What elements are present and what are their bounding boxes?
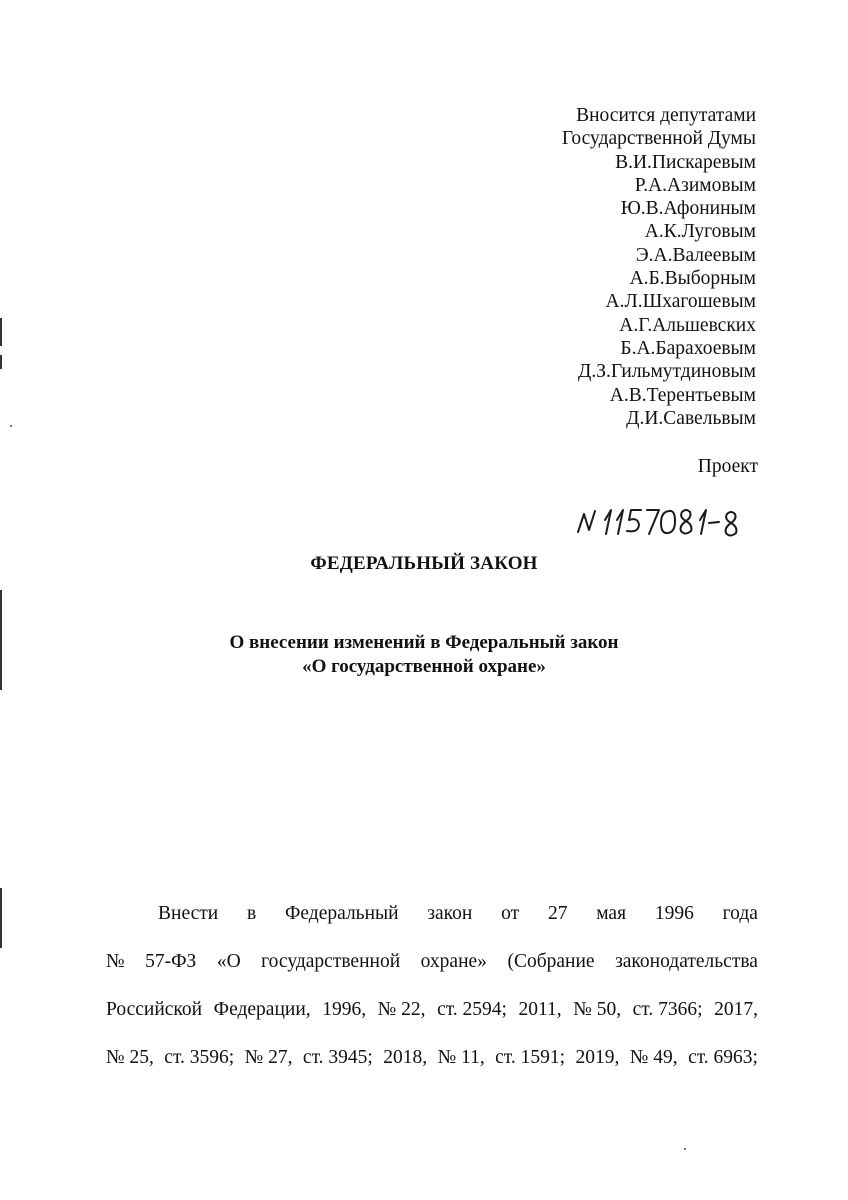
body-word: Федеральный bbox=[284, 903, 399, 924]
body-word: № 49, bbox=[629, 1047, 678, 1068]
body-word: 1996, bbox=[322, 999, 367, 1020]
sponsor-line: Д.З.Гильмутдиновым bbox=[578, 361, 756, 383]
body-word: ст. 7366; bbox=[632, 999, 703, 1020]
body-word: ст. 3596; bbox=[164, 1047, 235, 1068]
body-word: 2011, bbox=[518, 999, 562, 1020]
sponsor-line: В.И.Пискаревым bbox=[615, 151, 756, 173]
body-word: № 22, bbox=[377, 999, 426, 1020]
body-word: 1996 bbox=[654, 903, 694, 924]
sponsor-line: А.Л.Шхагошевым bbox=[605, 291, 756, 313]
body-word: мая bbox=[596, 903, 627, 924]
sponsor-line: А.К.Луговым bbox=[644, 221, 756, 243]
body-word: 2017, bbox=[714, 999, 758, 1020]
sponsor-line: А.Б.Выборным bbox=[629, 268, 756, 290]
body-word: № 27, bbox=[244, 1047, 293, 1068]
law-subtitle-line: О внесении изменений в Федеральный закон bbox=[229, 632, 619, 653]
body-word: (Собрание bbox=[507, 951, 595, 972]
scan-edge-mark bbox=[0, 355, 2, 369]
body-text bbox=[106, 890, 758, 1082]
body-word: в bbox=[246, 903, 257, 924]
scan-speck bbox=[10, 425, 12, 427]
body-word: 2019, bbox=[575, 1047, 620, 1068]
law-title: ФЕДЕРАЛЬНЫЙ ЗАКОН bbox=[310, 553, 538, 574]
body-word: 27 bbox=[547, 903, 568, 924]
body-word: 2018, bbox=[383, 1047, 428, 1068]
sponsor-line: Э.А.Валеевым bbox=[635, 244, 756, 266]
body-line bbox=[106, 890, 758, 938]
scan-edge-mark bbox=[0, 888, 2, 948]
sponsor-line: Р.А.Азимовым bbox=[634, 174, 756, 196]
sponsor-line: А.Г.Альшевских bbox=[619, 314, 756, 336]
body-word: «О bbox=[216, 951, 241, 972]
body-word: № bbox=[106, 951, 125, 972]
body-word: закон bbox=[427, 903, 473, 924]
body-word: 57-ФЗ bbox=[145, 951, 197, 972]
body-line bbox=[106, 986, 758, 1034]
body-word: охране» bbox=[420, 951, 487, 972]
registration-number-handwriting bbox=[575, 498, 755, 544]
sponsor-line: Ю.В.Афониным bbox=[620, 198, 756, 220]
body-word: Внести bbox=[158, 903, 219, 924]
body-word: Федерации, bbox=[213, 999, 311, 1020]
body-line bbox=[106, 938, 758, 986]
body-word: ст. 2594; bbox=[437, 999, 507, 1020]
body-word: года bbox=[722, 903, 758, 924]
law-subtitle-line: «О государственной охране» bbox=[302, 656, 546, 677]
scan-speck bbox=[684, 1148, 686, 1150]
body-word: № 25, bbox=[106, 1047, 154, 1068]
body-word: № 11, bbox=[437, 1047, 485, 1068]
sponsor-line: А.В.Терентьевым bbox=[609, 384, 756, 406]
body-line bbox=[106, 1034, 758, 1082]
body-word: государственной bbox=[261, 951, 401, 972]
sponsor-line: Д.И.Савельвым bbox=[626, 407, 756, 429]
sponsor-line: Б.А.Барахоевым bbox=[620, 337, 756, 359]
body-word: Российской bbox=[106, 999, 203, 1020]
draft-label: Проект bbox=[697, 456, 758, 477]
scan-edge-mark bbox=[0, 318, 2, 346]
law-subtitle bbox=[0, 631, 848, 679]
body-word: от bbox=[501, 903, 520, 924]
body-word: № 50, bbox=[573, 999, 622, 1020]
sponsor-line: Государственной Думы bbox=[561, 128, 756, 150]
body-word: ст. 6963; bbox=[688, 1047, 758, 1068]
sponsors-block bbox=[562, 104, 756, 430]
body-word: ст. 1591; bbox=[495, 1047, 566, 1068]
body-word: ст. 3945; bbox=[302, 1047, 373, 1068]
body-word: законодательства bbox=[615, 951, 758, 972]
sponsor-line: Вносится депутатами bbox=[576, 105, 756, 126]
